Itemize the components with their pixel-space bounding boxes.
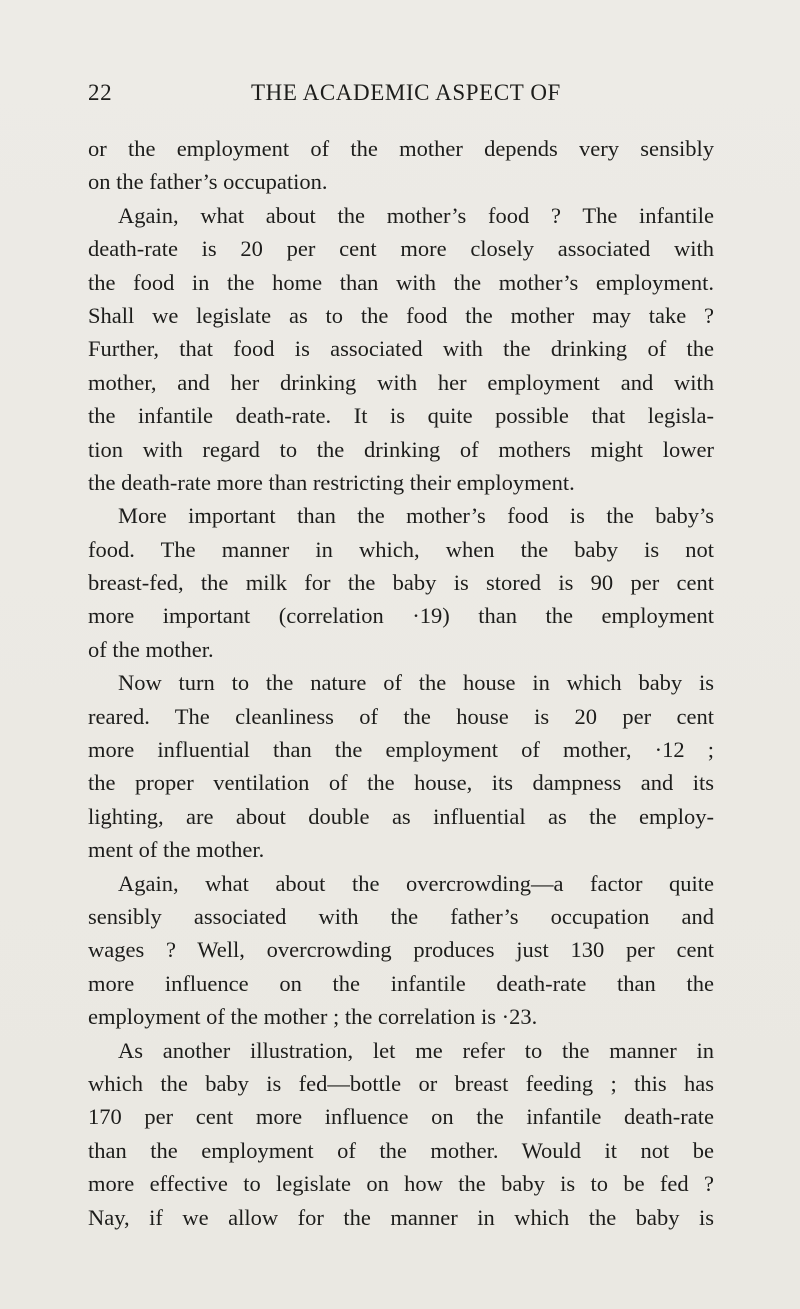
page-number: 22 xyxy=(88,80,113,105)
text-line: As another illustration, let me refer to the manner in xyxy=(118,1037,714,1063)
text-line: death-rate is 20 per cent more closely associated with xyxy=(88,236,714,262)
text-line: of the mother. xyxy=(88,636,214,662)
text-line: the proper ventilation of the house, its dampness and its xyxy=(88,770,714,796)
body-text xyxy=(88,132,714,1234)
text-line: sensibly associated with the father’s occupation and xyxy=(88,903,714,929)
page-header xyxy=(88,80,714,114)
text-line: than the employment of the mother. Would it not be xyxy=(88,1137,714,1163)
text-line: on the father’s occupation. xyxy=(88,169,328,195)
text-line: Nay, if we allow for the manner in which the baby is xyxy=(88,1204,714,1230)
text-line: mother, and her drinking with her employment and with xyxy=(88,369,714,395)
text-line: lighting, are about double as influential as the employ- xyxy=(88,803,714,829)
text-line: Again, what about the overcrowding—a factor quite xyxy=(118,870,714,896)
text-line: Further, that food is associated with the drinking of the xyxy=(88,336,714,362)
text-line: which the baby is fed—bottle or breast feeding ; this has xyxy=(88,1070,714,1096)
text-line: wages ? Well, overcrowding produces just 130 per cent xyxy=(88,937,714,963)
text-line: the food in the home than with the mother’s employment. xyxy=(88,269,714,295)
text-line: more influential than the employment of mother, ·12 ; xyxy=(88,737,714,763)
text-line: breast-fed, the milk for the baby is stored is 90 per cent xyxy=(88,570,714,596)
text-line: Shall we legislate as to the food the mother may take ? xyxy=(88,302,714,328)
text-line: more important (correlation ·19) than the employment xyxy=(88,603,714,629)
text-line: or the employment of the mother depends very sensibly xyxy=(88,136,714,161)
running-title: THE ACADEMIC ASPECT OF xyxy=(251,80,561,105)
text-line: reared. The cleanliness of the house is 20 per cent xyxy=(88,703,714,729)
text-line: ment of the mother. xyxy=(88,837,265,863)
text-line: food. The manner in which, when the baby is not xyxy=(88,536,714,562)
text-line: Again, what about the mother’s food ? The infantile xyxy=(118,202,714,228)
text-line: employment of the mother ; the correlation is ·23. xyxy=(88,1004,538,1030)
text-line: Now turn to the nature of the house in which baby is xyxy=(118,670,714,696)
text-line: more influence on the infantile death-rate than the xyxy=(88,970,714,996)
text-line: 170 per cent more influence on the infantile death-rate xyxy=(88,1104,714,1130)
text-line: More important than the mother’s food is the baby’s xyxy=(118,503,714,529)
text-line: the death-rate more than restricting their employment. xyxy=(88,469,575,495)
text-line: more effective to legislate on how the baby is to be fed ? xyxy=(88,1171,714,1197)
text-line: the infantile death-rate. It is quite possible that legisla- xyxy=(88,403,714,429)
text-line: tion with regard to the drinking of mothers might lower xyxy=(88,436,714,462)
